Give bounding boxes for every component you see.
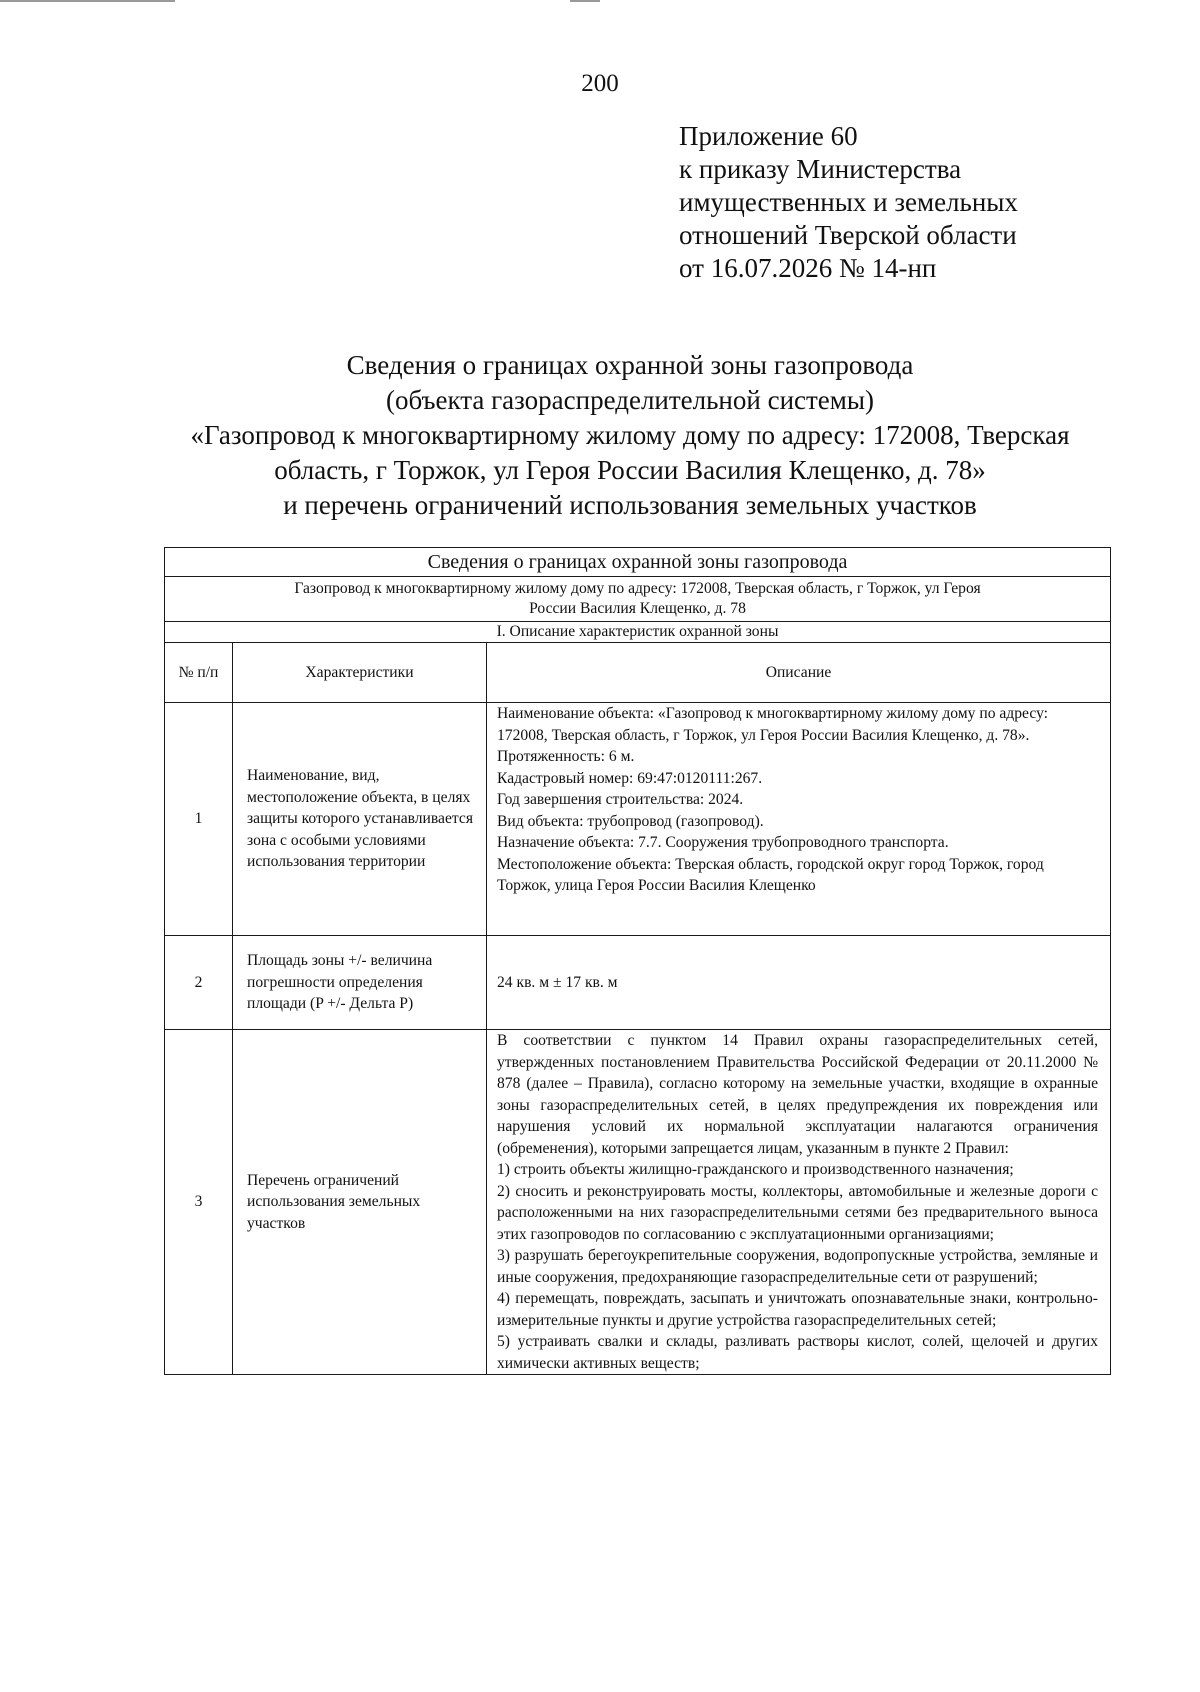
description-line: 5) устраивать свалки и склады, разливать растворы кислот, солей, щелочей и других химически активных веществ;: [497, 1333, 1099, 1372]
description-line: В соответствии с пунктом 14 Правил охраны газораспределительных сетей, утвержденных постановлением Правительства Российской Федерации от 20.11.2000 № 878 (далее – Правила), согласно которому на земельные участки, входящие в охранные зоны газораспределительных сетей, в целях предупреждения их повреждения или нарушения условий их нормальной эксплуатации налагаются ограничения (обременения), которыми запрещается лицам, указанным в пункте 2 Правил:: [497, 1032, 1099, 1157]
description-line: 4) перемещать, повреждать, засыпать и уничтожать опознавательные знаки, контрольно-измерительные пункты и другие устройства газораспределительных сетей;: [497, 1290, 1099, 1329]
title-line: Сведения о границах охранной зоны газопровода: [346, 350, 914, 380]
object-name-line: России Василия Клещенко, д. 78: [529, 600, 746, 617]
appendix-line: от 16.07.2026 № 14-нп: [679, 253, 937, 283]
table-row: [165, 703, 1111, 936]
document-title: [150, 348, 1110, 523]
description-line: 1) строить объекты жилищно-гражданского и производственного назначения;: [497, 1161, 1014, 1178]
description-line: Кадастровый номер: 69:47:0120111:267.: [497, 769, 763, 787]
title-line: область, г Торжок, ул Героя России Василия Клещенко, д. 78»: [274, 455, 986, 485]
row-number: 2: [165, 936, 233, 1030]
table-header-row: [165, 548, 1111, 577]
appendix-line: Приложение 60: [679, 121, 858, 151]
object-name-row: [165, 577, 1111, 622]
table-row: [165, 936, 1111, 1030]
table-main-header: Сведения о границах охранной зоны газопровода: [165, 548, 1111, 577]
description-line: Вид объекта: трубопровод (газопровод).: [497, 812, 764, 830]
appendix-block: [679, 120, 1018, 285]
object-name-line: Газопровод к многоквартирному жилому дому по адресу: 172008, Тверская область, г Торжок, ул Героя: [294, 580, 981, 597]
column-header-characteristics: Характеристики: [233, 643, 487, 703]
description-line: Наименование объекта: «Газопровод к многоквартирному жилому дому по адресу: 172008, Тверская область, г Торжок, ул Героя России Василия Клещенко, д. 78».: [497, 705, 1048, 744]
protection-zone-table: [164, 547, 1111, 1375]
title-line: (объекта газораспределительной системы): [385, 385, 875, 415]
column-header-number: № п/п: [165, 643, 233, 703]
row-number: 1: [165, 703, 233, 936]
description-line: Местоположение объекта: Тверская область, городской округ город Торжок, город Торжок, улица Героя России Василия Клещенко: [497, 855, 1044, 894]
column-header-description: Описание: [487, 643, 1111, 703]
section-row: [165, 622, 1111, 643]
appendix-line: имущественных и земельных: [679, 187, 1018, 217]
appendix-line: к приказу Министерства: [679, 154, 962, 184]
scan-edge-line: [0, 0, 175, 2]
description-line: 3) разрушать берегоукрепительные сооружения, водопропускные устройства, земляные и иные сооружения, предохраняющие газораспределительные сети от разрушений;: [497, 1247, 1099, 1286]
row-characteristic: Наименование, вид, местоположение объекта, в целях защиты которого устанавливается зона с особыми условиями использования территории: [233, 703, 487, 936]
title-line: и перечень ограничений использования земельных участков: [283, 490, 977, 520]
title-line: «Газопровод к многоквартирному жилому дому по адресу: 172008, Тверская: [190, 420, 1070, 450]
description-line: 2) сносить и реконструировать мосты, коллекторы, автомобильные и железные дороги с расположенными на них газораспределительными сетями без предварительного выноса этих газопроводов по согласованию с эксплуатационными организациями;: [497, 1182, 1099, 1243]
table-row: [165, 1030, 1111, 1375]
appendix-line: отношений Тверской области: [679, 220, 1017, 250]
column-header-row: [165, 643, 1111, 703]
section-title: I. Описание характеристик охранной зоны: [165, 622, 1111, 643]
scan-edge-line: [570, 0, 600, 2]
row-description: [487, 936, 1111, 1030]
page-number: 200: [581, 70, 619, 97]
row-number: 3: [165, 1030, 233, 1375]
row-description: [487, 703, 1111, 936]
description-line: Протяженность: 6 м.: [497, 748, 635, 765]
row-characteristic: Перечень ограничений использования земельных участков: [233, 1030, 487, 1375]
description-line: 24 кв. м ± 17 кв. м: [497, 973, 618, 991]
description-line: Назначение объекта: 7.7. Сооружения трубопроводного транспорта.: [497, 834, 949, 851]
description-line: Год завершения строительства: 2024.: [497, 791, 744, 808]
row-description: [487, 1030, 1111, 1375]
object-name-cell: [165, 577, 1111, 622]
row-characteristic: Площадь зоны +/- величина погрешности определения площади (P +/- Дельта P): [233, 936, 487, 1030]
